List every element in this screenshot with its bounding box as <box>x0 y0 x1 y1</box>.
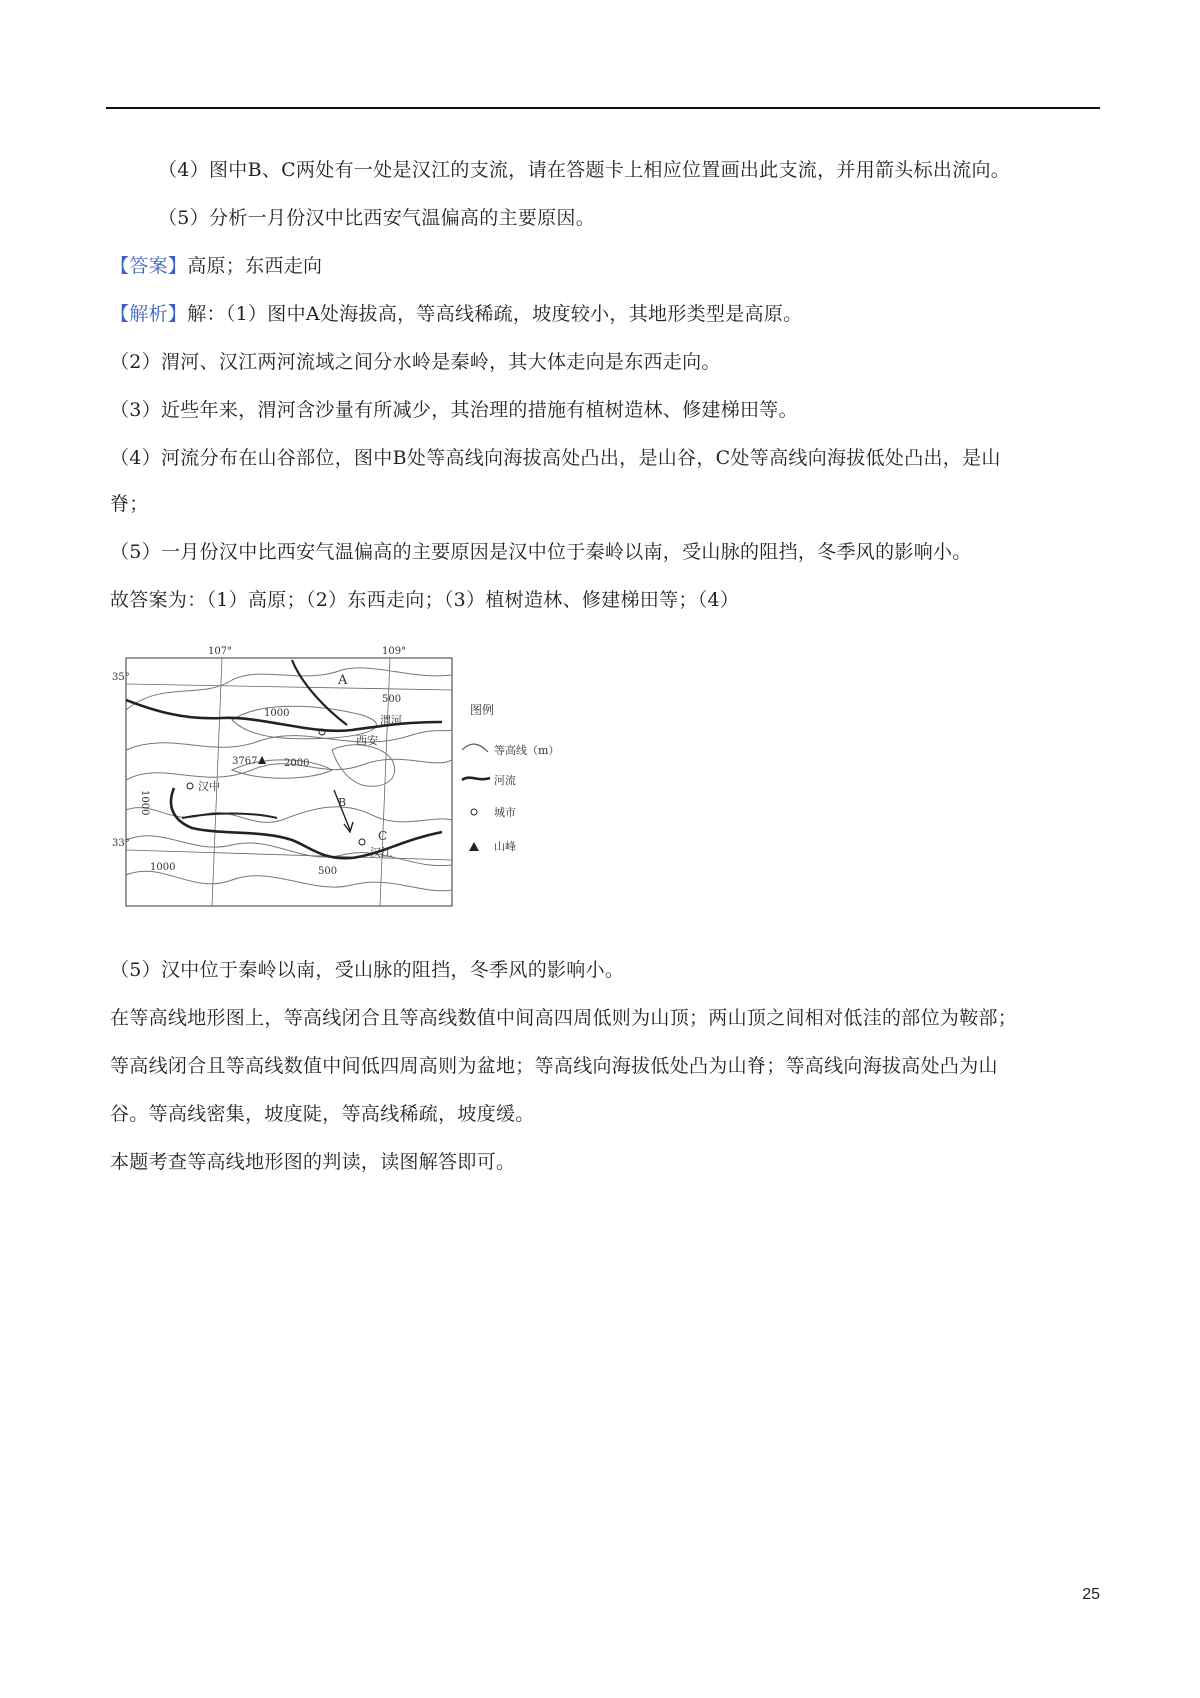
answer-summary: 故答案为：（1）高原；（2）东西走向；（3）植树造林、修建梯田等；（4） <box>110 589 740 611</box>
analysis-line-1 <box>110 300 802 328</box>
legend-city-label: 城市 <box>494 806 516 819</box>
question-4: （4）图中B、C两处有一处是汉江的支流，请在答题卡上相应位置画出此支流，并用箭头标出流向。 <box>158 159 1011 181</box>
answer-text: 高原；东西走向 <box>187 255 323 277</box>
answer-line <box>110 252 322 280</box>
answer-tag: 【答案】 <box>110 255 188 277</box>
lon-109-label: 109° <box>382 646 407 657</box>
river-label-hanjiang: 汉江 <box>370 846 392 859</box>
analysis-line-3: （3）近些年来，渭河含沙量有所减少，其治理的措施有植树造林、修建梯田等。 <box>110 399 798 421</box>
river-tributary <box>292 660 347 725</box>
analysis-text-1: 解：（1）图中A处海拔高，等高线稀疏，坡度较小，其地形类型是高原。 <box>187 303 803 325</box>
analysis-after-map: （5）汉中位于秦岭以南，受山脉的阻挡，冬季风的影响小。 <box>110 959 625 981</box>
contour-line <box>232 706 376 739</box>
analysis-tag: 【解析】 <box>110 303 188 325</box>
contour-map <box>112 640 632 930</box>
river-hanjiang <box>171 788 442 858</box>
lat-33-label: 33° <box>112 838 130 849</box>
lat-35-label: 35° <box>112 672 130 683</box>
contour-label-1000-west: 1000 <box>139 790 150 816</box>
contour-label-1000-south: 1000 <box>150 862 176 873</box>
legend-contour-label: 等高线（m） <box>494 744 560 757</box>
map-label-b: B <box>338 796 347 809</box>
map-label-c: C <box>378 829 388 843</box>
city-hanzhong-marker <box>187 783 193 789</box>
legend-contour-icon <box>462 744 488 752</box>
city-label-xian: 西安 <box>356 734 378 747</box>
legend-river-label: 河流 <box>494 774 516 787</box>
legend-peak-label: 山峰 <box>494 840 516 853</box>
map-label-a: A <box>338 673 348 688</box>
lon-107-label: 107° <box>208 646 233 657</box>
river-label-weihe: 渭河 <box>380 714 402 727</box>
peak-marker <box>258 756 266 764</box>
analysis-note-3: 谷。等高线密集，坡度陡，等高线稀疏，坡度缓。 <box>110 1103 535 1125</box>
city-label-hanzhong: 汉中 <box>198 780 220 793</box>
contour-line <box>126 730 452 750</box>
analysis-line-4b: 脊； <box>110 493 149 515</box>
legend-title: 图例 <box>470 703 495 717</box>
contour-label-1000: 1000 <box>264 708 290 719</box>
legend-peak-icon <box>469 842 479 851</box>
contour-label-500: 500 <box>382 694 402 705</box>
page-number: 25 <box>1082 1586 1100 1603</box>
analysis-note-1: 在等高线地形图上，等高线闭合且等高线数值中间高四周低则为山顶；两山顶之间相对低洼的部位为鞍部； <box>110 1007 1018 1029</box>
river-branch <box>182 814 277 819</box>
analysis-note-4: 本题考查等高线地形图的判读，读图解答即可。 <box>110 1151 516 1173</box>
contour-label-2000: 2000 <box>284 758 310 769</box>
lat-line-35 <box>126 684 452 690</box>
peak-label: 3767 <box>232 756 258 767</box>
header-rule <box>106 107 1100 109</box>
question-5: （5）分析一月份汉中比西安气温偏高的主要原因。 <box>158 207 595 229</box>
lat-line-33 <box>126 850 452 860</box>
analysis-line-2: （2）渭河、汉江两河流域之间分水岭是秦岭，其大体走向是东西走向。 <box>110 351 721 373</box>
analysis-note-2: 等高线闭合且等高线数值中间低四周高则为盆地；等高线向海拔低处凸为山脊；等高线向海拔高处凸为山 <box>110 1055 998 1077</box>
contour-label-500-south: 500 <box>318 866 338 877</box>
legend-river-icon <box>462 778 490 780</box>
city-ankang-marker <box>359 839 365 845</box>
analysis-line-5: （5）一月份汉中比西安气温偏高的主要原因是汉中位于秦岭以南，受山脉的阻挡，冬季风的影响小。 <box>110 541 972 563</box>
legend-city-icon <box>471 809 477 815</box>
analysis-line-4a: （4）河流分布在山谷部位，图中B处等高线向海拔高处凸出，是山谷，C处等高线向海拔低处凸出，是山 <box>110 447 1001 469</box>
contour-line <box>126 871 452 891</box>
